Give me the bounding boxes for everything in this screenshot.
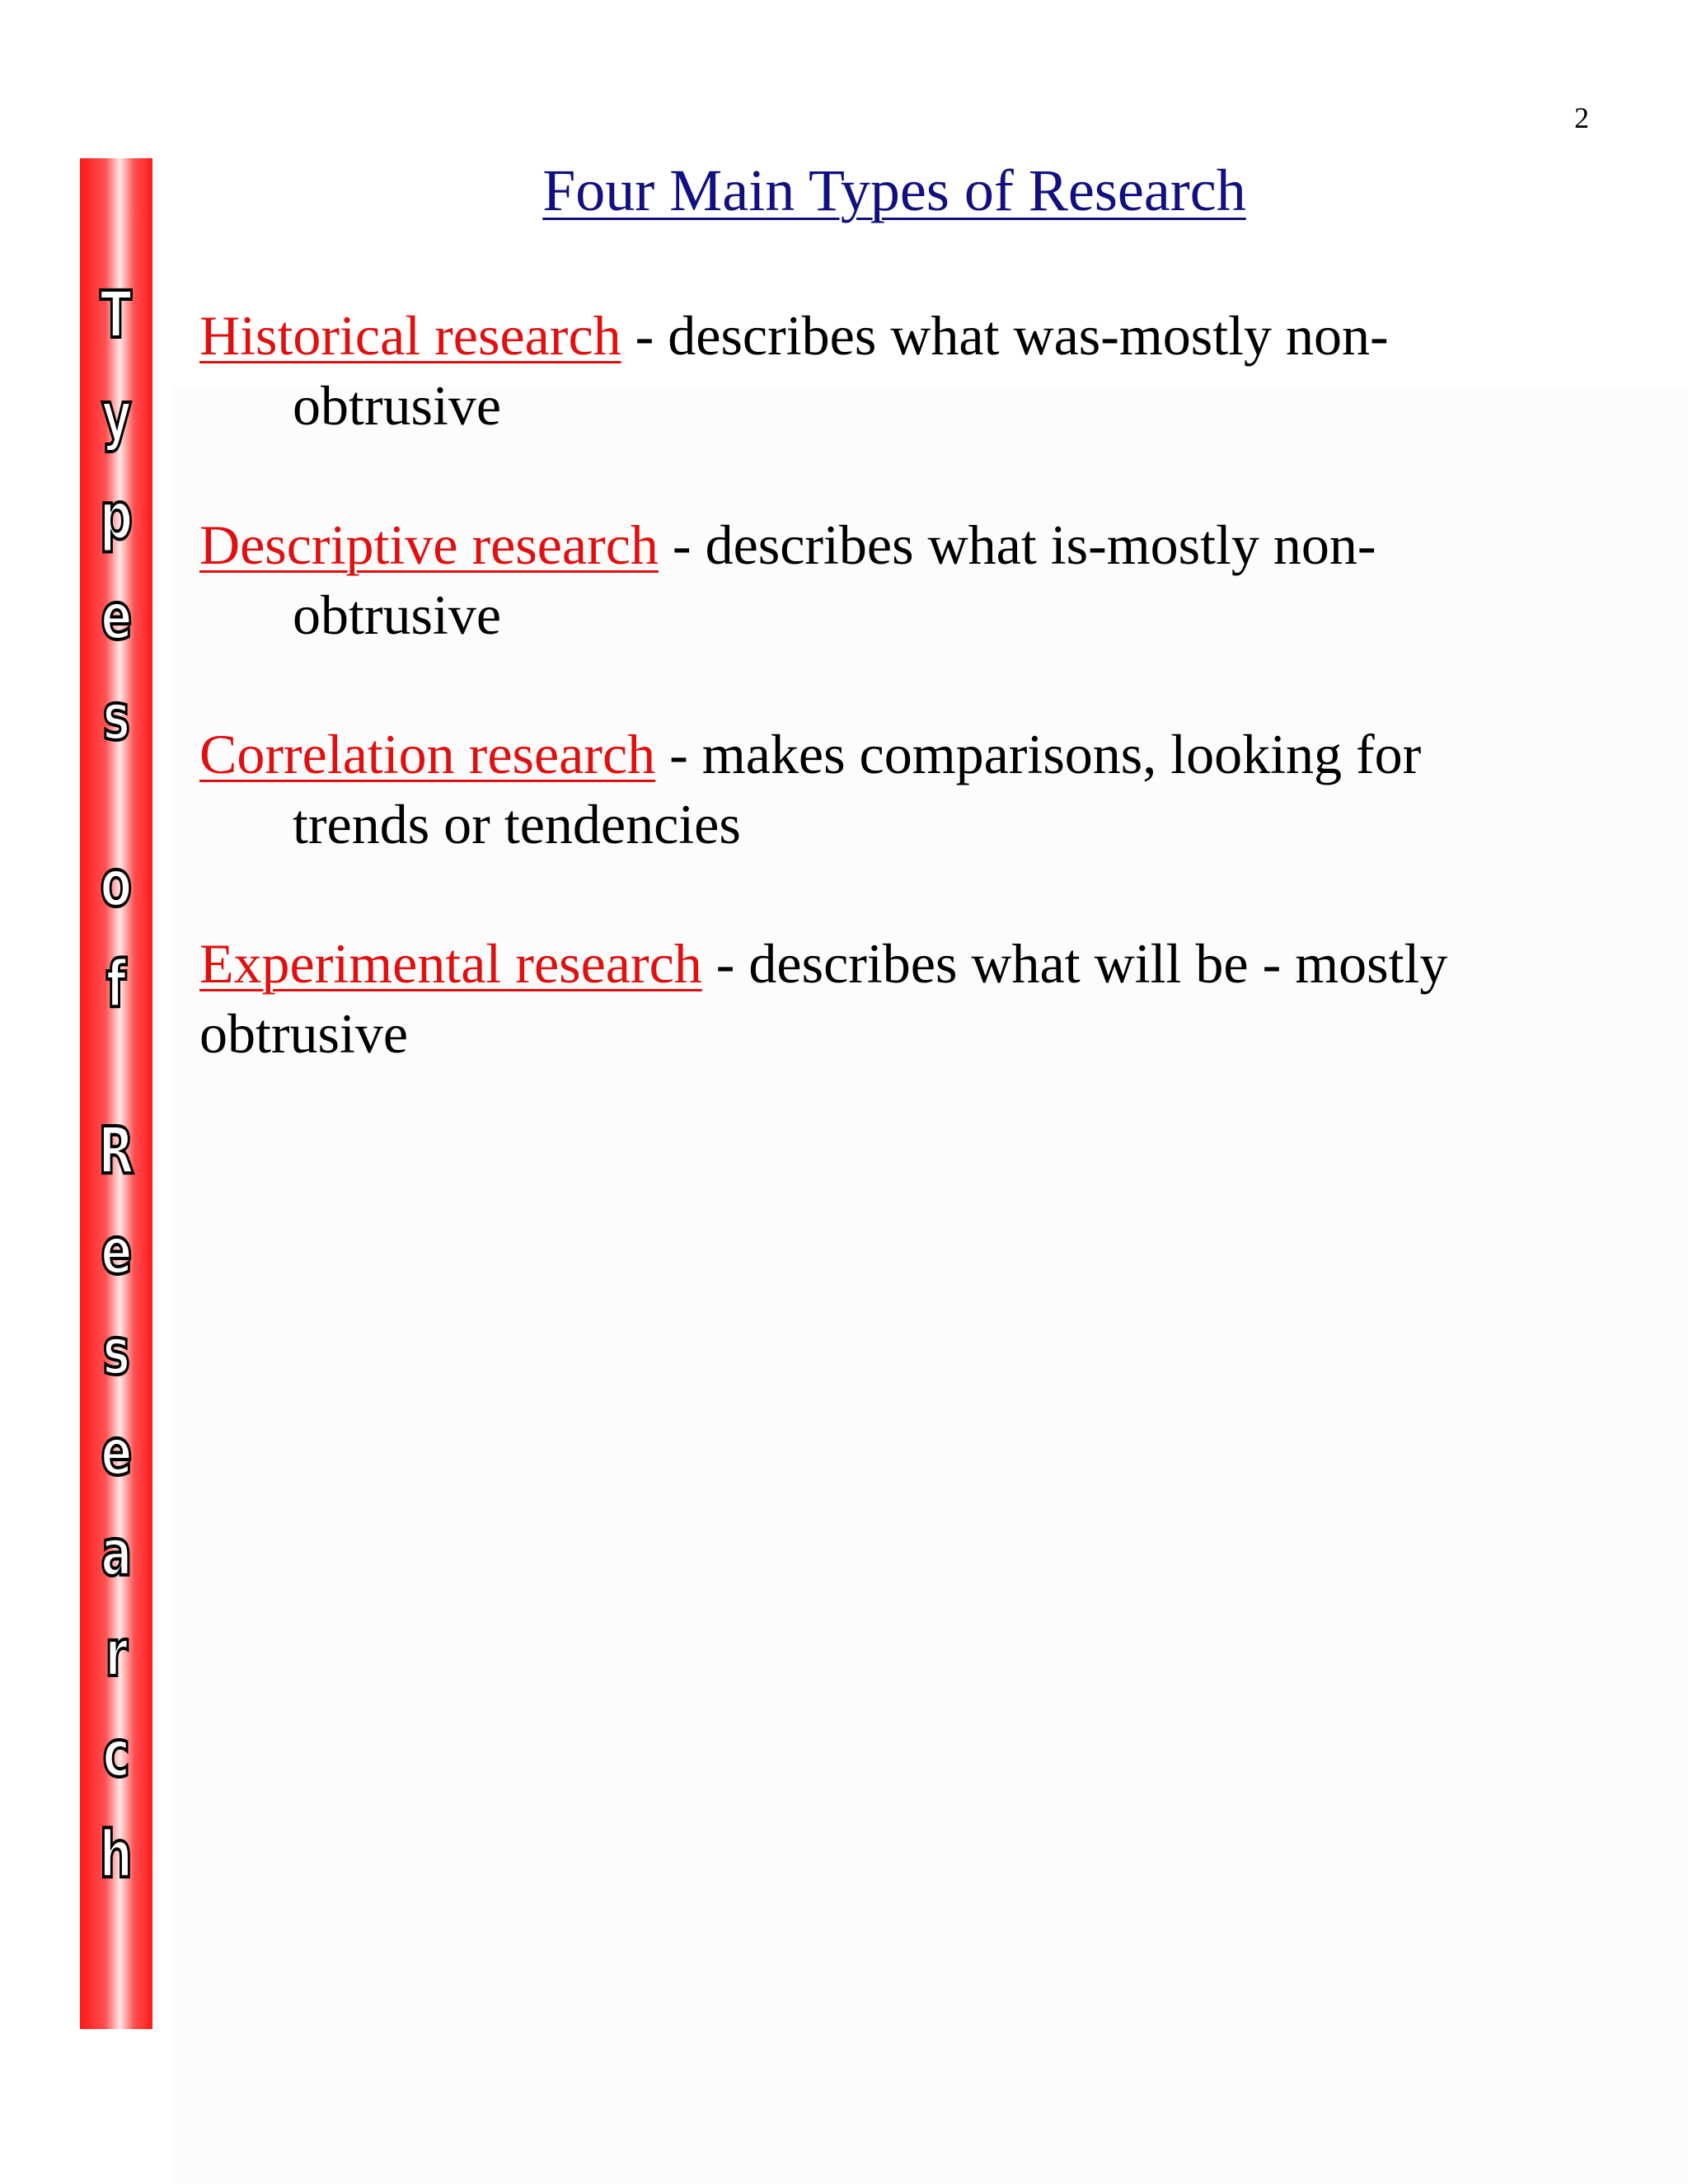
banner-letter: r bbox=[105, 1617, 128, 1691]
banner-letter: e bbox=[100, 1215, 133, 1289]
banner-letter: h bbox=[100, 1818, 133, 1892]
research-description: - describes what is-mostly non- bbox=[658, 513, 1376, 576]
banner-letter: e bbox=[100, 580, 133, 654]
list-item bbox=[199, 929, 1601, 1069]
list-item bbox=[199, 510, 1601, 650]
banner-letter: a bbox=[101, 1516, 132, 1591]
list-item bbox=[199, 301, 1601, 441]
research-term: Correlation research bbox=[199, 723, 656, 785]
research-description-continued: obtrusive bbox=[199, 1002, 409, 1065]
banner-letter: y bbox=[101, 379, 132, 453]
side-banner bbox=[80, 158, 152, 2029]
banner-letter: T bbox=[100, 279, 133, 353]
banner-letter: s bbox=[102, 1315, 130, 1390]
banner-letter: R bbox=[98, 1114, 134, 1188]
banner-letter: o bbox=[100, 847, 133, 921]
research-description: - describes what was-mostly non- bbox=[621, 304, 1389, 367]
research-term: Historical research bbox=[199, 304, 621, 367]
banner-letter: f bbox=[106, 948, 127, 1022]
research-description-continued: trends or tendencies bbox=[293, 793, 741, 855]
page-number: 2 bbox=[1574, 101, 1589, 134]
list-item bbox=[199, 719, 1601, 860]
research-description-continued: obtrusive bbox=[293, 374, 502, 437]
research-description-continued: obtrusive bbox=[293, 583, 502, 646]
side-banner-text bbox=[80, 265, 152, 1905]
page-title: Four Main Types of Research bbox=[542, 157, 1246, 223]
banner-letter: p bbox=[99, 480, 134, 554]
research-description: - makes comparisons, looking for bbox=[655, 723, 1422, 785]
banner-letter: e bbox=[100, 1416, 133, 1490]
research-term: Descriptive research bbox=[199, 513, 659, 576]
research-types-list bbox=[199, 301, 1601, 1138]
banner-letter: s bbox=[102, 681, 130, 755]
research-term: Experimental research bbox=[199, 932, 702, 995]
research-description: - describes what will be - mostly bbox=[701, 932, 1448, 995]
banner-letter: c bbox=[102, 1718, 130, 1792]
